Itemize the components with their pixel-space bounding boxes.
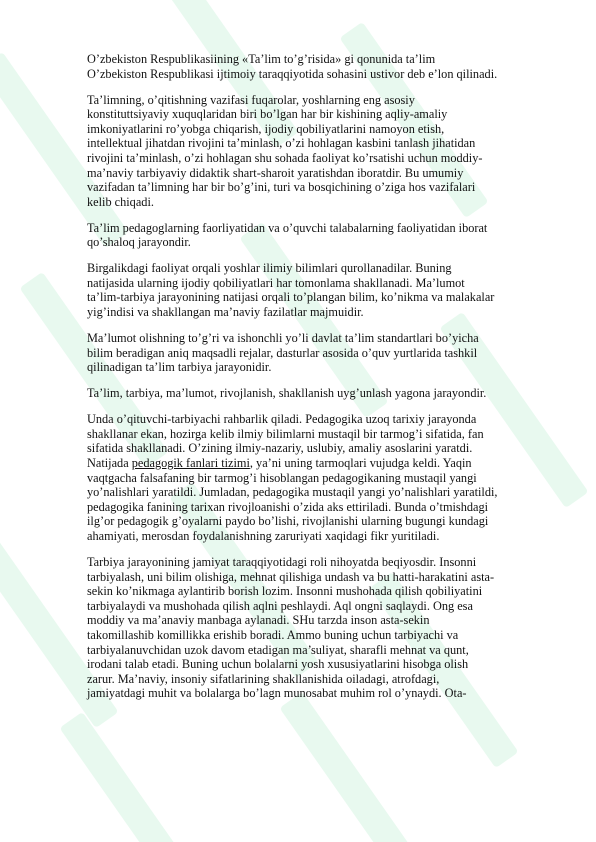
paragraph-1: O’zbekiston Respublikasiining «Ta’lim to’g’risida» gi qonunida ta’lim O’zbekiston Respublikasi ijtimoiy taraqqiyotida sohasini ustivor deb e’lon qilinadi. — [87, 52, 498, 81]
pedagogik-fanlari-link[interactable]: pedagogik fanlari tizimi — [131, 456, 250, 470]
document-page — [87, 52, 527, 712]
paragraph-5: Ma’lumot olishning to’g’ri va ishonchli yo’li davlat ta’lim standartlari bo’yicha bilim beradigan aniq maqsadli rejalar, dasturlar asosida o’quv yurtlarida tashkil qilinadigan ta’lim tarbiya jarayonidir. — [87, 331, 479, 375]
paragraph-3: Ta’lim pedagoglarning faorliyatidan va o’quvchi talabalarning faoliyatidan iborat qo’shaloq jarayondir. — [87, 220, 488, 250]
paragraph-7 — [87, 412, 527, 543]
paragraph-2: Ta’limning, o’qitishning vazifasi fuqarolar, yoshlarning eng asosiy konstituttsiyaviy xuquqlaridan biri bo’lgan har bir kishining aqliy-amaliy imkoniyatlarini ro’yobga chiqarish, ijodiy qobiliyatlarini namoyon etish, intellektual jihatdan rivojini ta’minlash, o’zi hohlagan kasbini tanlash jihatidan rivojini ta’minlash, o’zi hohlagan shu sohada faoliyat ko’rsatishi uchun moddiy- ma’naviy tarbiyaviy didaktik shart-sharoit yaratishdan iboratdir. Bu umumiy vazifadan ta’limning har bir bo’g’ini, turi va bosqichining o’ziga hos vazifalari kelib chiqadi. — [87, 92, 483, 209]
paragraph-8: Tarbiya jarayonining jamiyat taraqqiyotidagi roli nihoyatda beqiyosdir. Insonni tarbiyalash, uni bilim olishiga, mehnat qilishiga undash va bu hatti-harakatini asta- sekin ko’nikmaga aylantirib borish lozim. Insonni mushohada qilish qobiliyatini tarbiyalaydi va mushohada qilish aqlni peshlaydi. Aql ongni saqlaydi. Ong esa moddiy va ma’anaviy manbaga aylanadi. SHu tarzda inson asta-sekin takomillashib komillikka erishib boradi. Ammo buning uchun tarbiyachi va tarbiyalanuvchidan uzok davom etadigan ma’suliyat, sharafli mehnat va qunt, irodani talab etadi. Buning uchun bolalarni yosh xususiyatlarini hisobga olish zarur. Ma’naviy, insoniy sifatlarining shakllanishida oiladagi, atrofdagi, jamiyatdagi muhit va bolalarga bo’lagn munosabat muhim rol o’ynaydi. Ota- — [87, 554, 495, 701]
paragraph-7-end: , ya’ni uning tarmoqlari vujudga keldi. Yaqin vaqtgacha falsafaning bir tarmog’i hisoblangan pedagogikaning mustaqil yangi yo’nalishlari yaratildi. Jumladan, pedagogika mustaqil yangi yo’nalishlari yaratildi, pedagogika fanining tarixan rivojloanishi o’zida aks ettiriladi. Bunda o’tmishdagi ilg’or pedagogik g’oyalarni paydo bo’lishi, rivojlanishi ularning bugungi kundagi ahamiyati, merosdan foydalanishning zaruriyati xaqidagi fikr yuritiladi. — [87, 456, 498, 543]
paragraph-6: Ta’lim, tarbiya, ma’lumot, rivojlanish, shakllanish uyg’unlash yagona jarayondir. — [87, 386, 487, 401]
paragraph-4: Birgalikdagi faoliyat orqali yoshlar ilimiy bilimlari qurollanadilar. Buning natijasida ularning ijodiy qobiliyatlari har tomonlama shakllanadi. Ma’lumot ta’lim-tarbiya jarayonining natijasi orqali to’plangan bilim, ko’nikma va malakalar yig’indisi va shakllangan ma’naviy fazilatlar majmuidir. — [87, 261, 495, 320]
paragraph-7-start: Unda o’qituvchi-tarbiyachi rahbarlik qiladi. Pedagogika uzoq tarixiy jarayonda shakllanar ekan, hozirga kelib ilmiy bilimlarni mustaqil bir tarmog’i sifatida, fan sifatida shakllanadi. O’zining ilmiy-nazariy, uslubiy, amaliy asoslarini yaratdi. Natijada — [87, 412, 484, 470]
